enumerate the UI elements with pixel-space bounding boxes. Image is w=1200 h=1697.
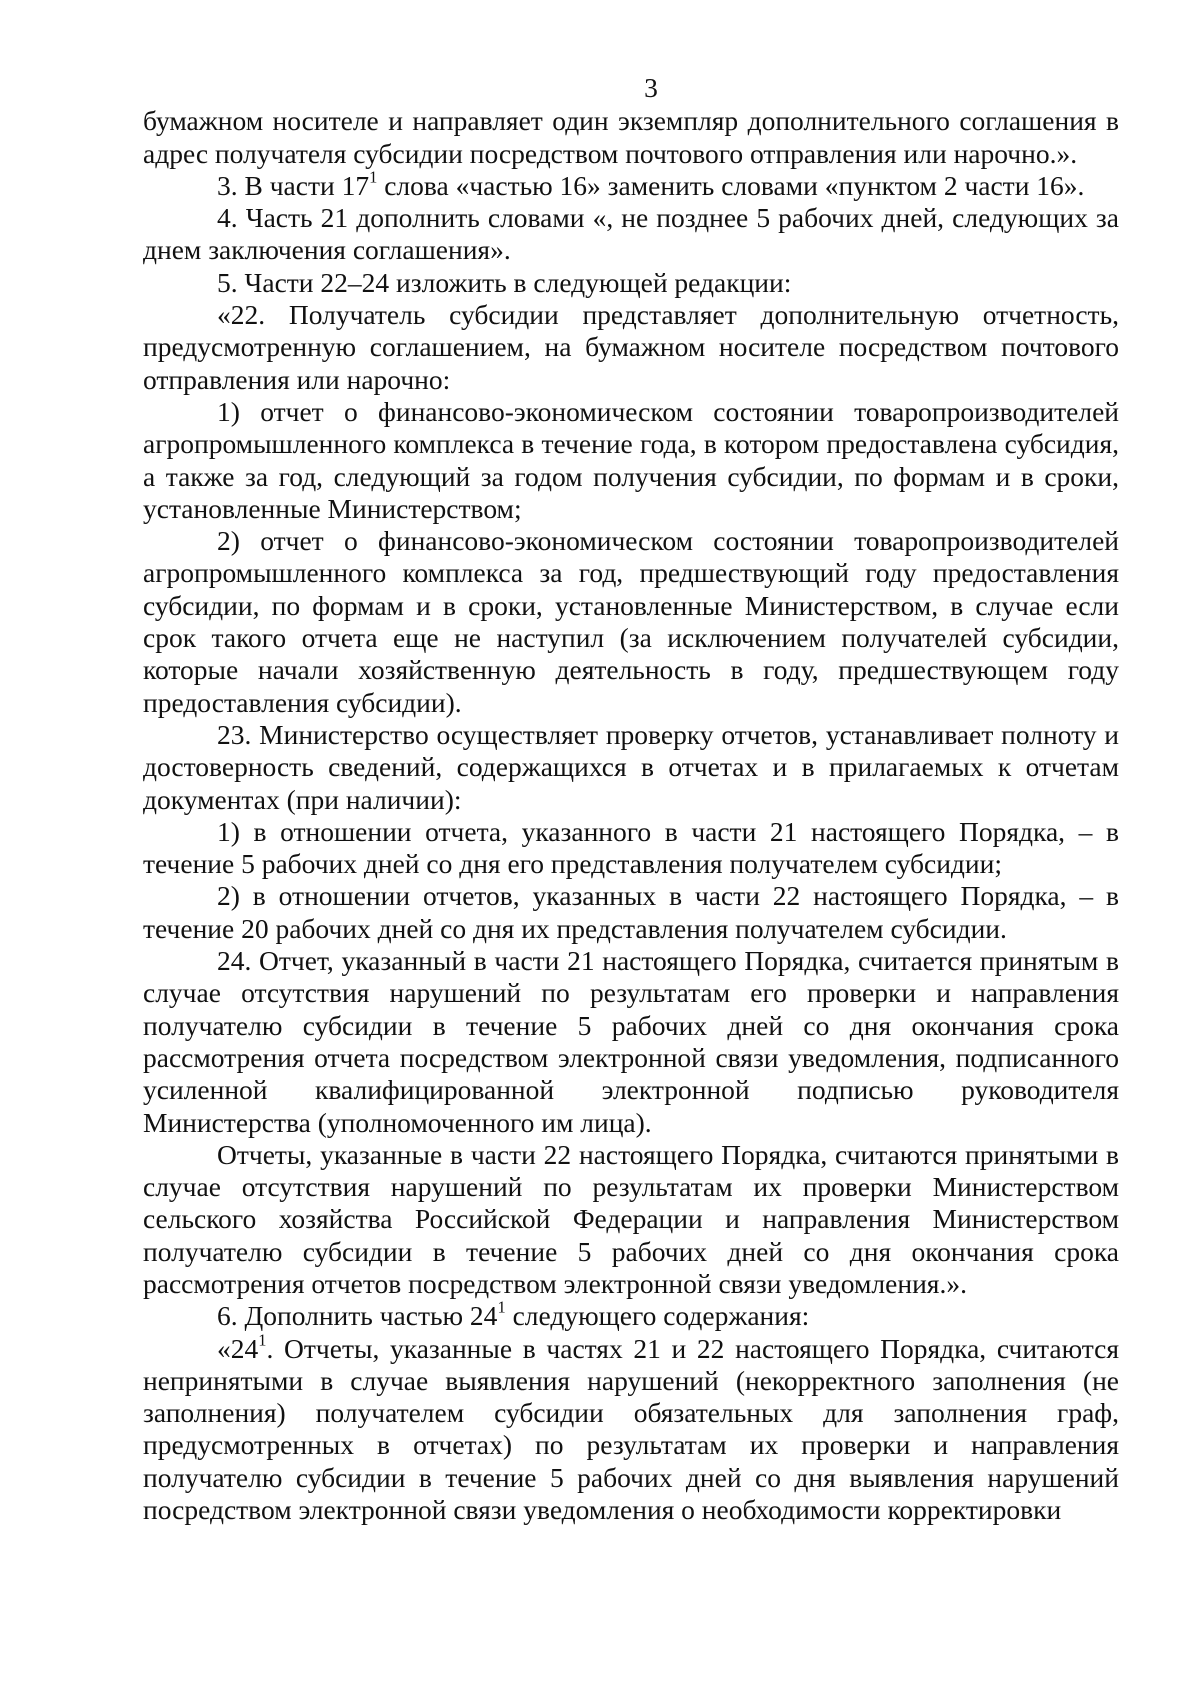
paragraph-text: . Отчеты, указанные в частях 21 и 22 настоящего Порядка, считаются непринятыми в случае выявления нарушений (некорректного заполнения (не заполнения) получателем субсидии обязательных для заполнения граф, предусмотренных в отчетах) по результатам их проверки и направления получателю субсидии в течение 5 рабочих дней со дня выявления нарушений посредством электронной связи уведомления о необходимости корректировки [143, 1332, 1119, 1526]
superscript: 1 [369, 167, 378, 187]
superscript: 1 [258, 1330, 267, 1350]
paragraph-part-24-reports: Отчеты, указанные в части 22 настоящего Порядка, считаются принятыми в случае отсутствия нарушений по результатам их проверки Министерством сельского хозяйства Российской Федерации и направления Министерством получателю субсидии в течение 5 рабочих дней со дня окончания срока рассмотрения отчетов посредством электронной связи уведомления.». [143, 1138, 1119, 1299]
paragraph-part-22-sub-1: 1) отчет о финансово-экономическом состоянии товаропроизводителей агропромышленного комплекса в течение года, в котором предоставлена субсидия, а также за год, следующий за годом получения субсидии, по формам и в сроки, установленные Министерством; [143, 395, 1119, 524]
paragraph-part-22: «22. Получатель субсидии представляет дополнительную отчетность, предусмотренную соглашением, на бумажном носителе посредством почтового отправления или нарочно: [143, 299, 1119, 395]
paragraph-part-24-1 [143, 1330, 1119, 1527]
paragraph-item-5: 5. Части 22–24 изложить в следующей редакции: [217, 266, 792, 298]
paragraph-part-23-sub-2: 2) в отношении отчетов, указанных в части 22 настоящего Порядка, – в течение 20 рабочих дней со дня их представления получателем субсидии. [143, 880, 1119, 944]
paragraph-part-23: 23. Министерство осуществляет проверку отчетов, устанавливает полноту и достоверность сведений, содержащихся в отчетах и в прилагаемых к отчетам документах (при наличии): [143, 718, 1119, 815]
paragraph-item-4: 4. Часть 21 дополнить словами «, не позднее 5 рабочих дней, следующих за днем заключения соглашения». [143, 202, 1119, 266]
superscript: 1 [497, 1297, 506, 1317]
paragraph-part-23-sub-1: 1) в отношении отчета, указанного в части 21 настоящего Порядка, – в течение 5 рабочих дней со дня его представления получателем субсидии; [143, 815, 1119, 880]
paragraph-part-24: 24. Отчет, указанный в части 21 настоящего Порядка, считается принятым в случае отсутствия нарушений по результатам его проверки и направления получателю субсидии в течение 5 рабочих дней со дня окончания срока рассмотрения отчета посредством электронной связи уведомления, подписанного усиленной квалифицированной электронной подписью руководителя Министерства (уполномоченного им лица). [143, 945, 1119, 1138]
paragraph-text: 3. В части 17 [217, 169, 370, 201]
paragraph-continuation: бумажном носителе и направляет один экземпляр дополнительного соглашения в адрес получателя субсидии посредством почтового отправления или нарочно.». [143, 105, 1119, 169]
paragraph-item-3 [143, 167, 1119, 202]
paragraph-text: 6. Дополнить частью 24 [217, 1300, 498, 1332]
paragraph-part-22-sub-2: 2) отчет о финансово-экономическом состоянии товаропроизводителей агропромышленного комплекса за год, предшествующий году предоставления субсидии, по формам и в сроки, установленные Министерством, в случае если срок такого отчета еще не наступил (за исключением получателей субсидии, которые начали хозяйственную деятельность в году, предшествующем году предоставления субсидии). [143, 525, 1119, 718]
page-number: 3 [644, 72, 658, 103]
paragraph-text: слова «частью 16» заменить словами «пунктом 2 части 16». [377, 169, 1085, 201]
paragraph-text: следующего содержания: [505, 1300, 810, 1332]
paragraph-text: «24 [217, 1332, 259, 1364]
paragraph-item-6 [143, 1297, 1119, 1332]
document-page [143, 72, 1119, 1526]
